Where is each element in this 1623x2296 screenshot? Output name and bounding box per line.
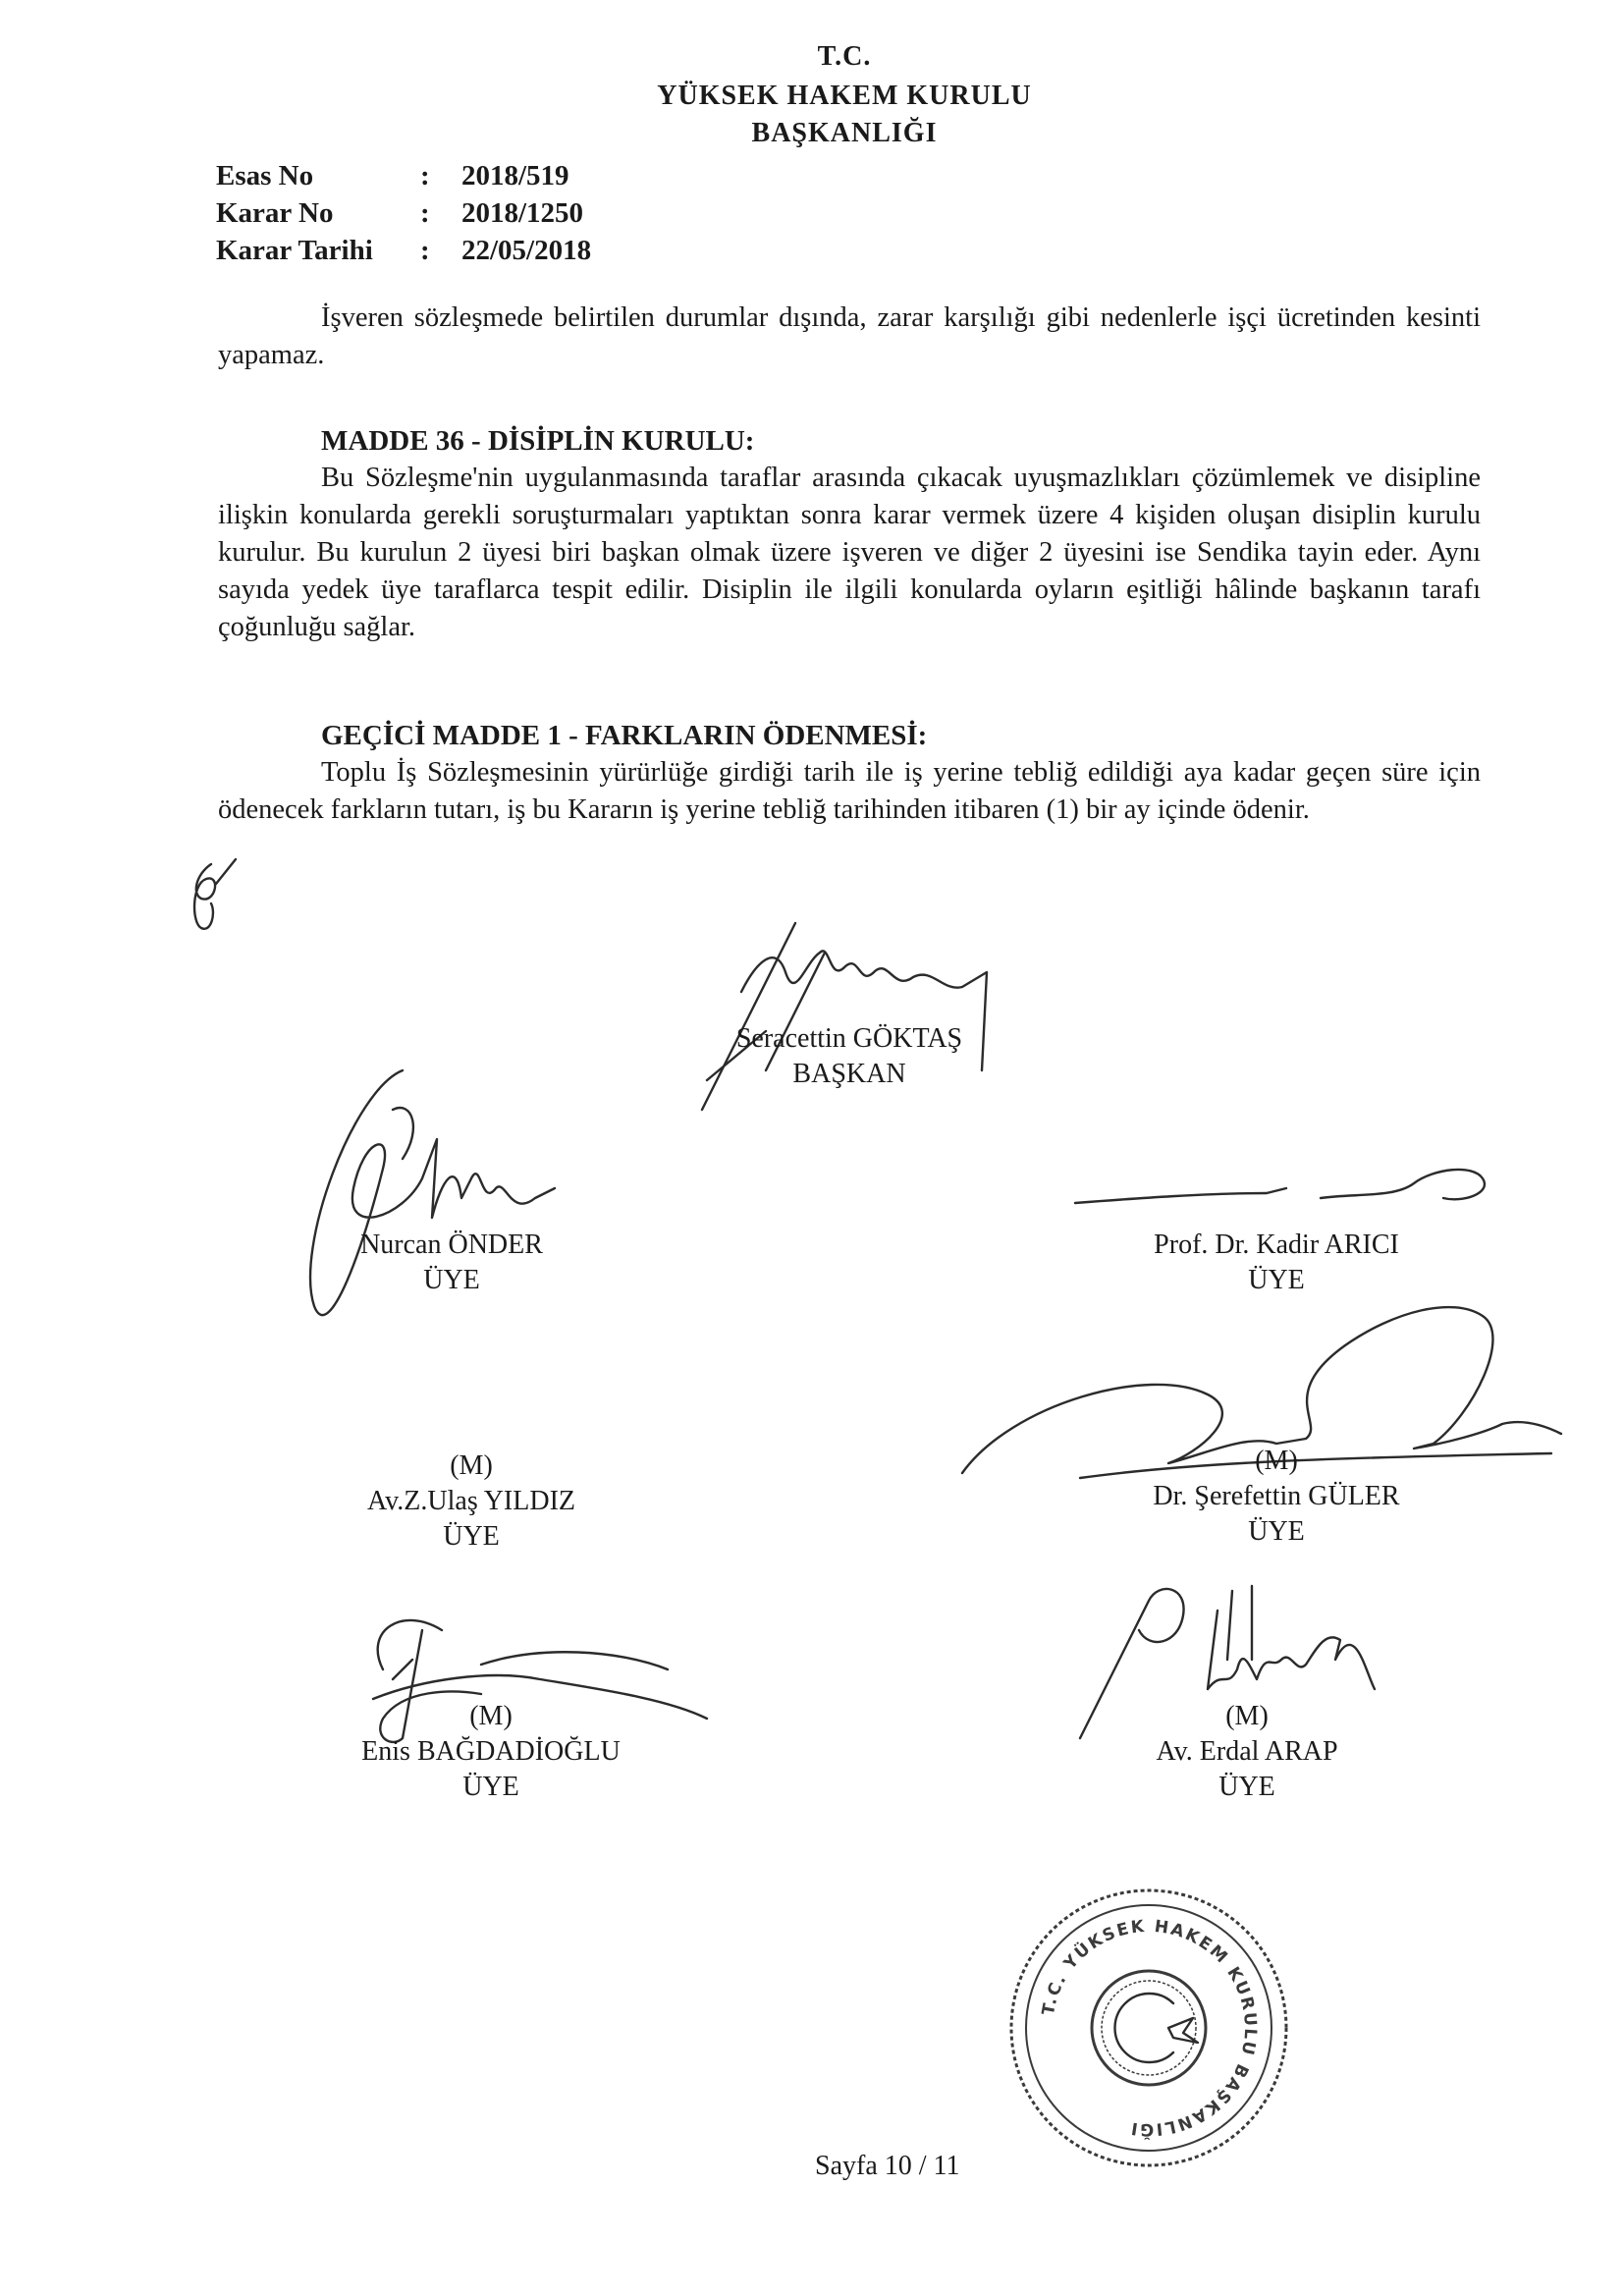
header-institution: YÜKSEK HAKEM KURULU — [657, 81, 1032, 111]
meta-row-karar — [216, 194, 591, 232]
official-seal — [1001, 1881, 1296, 2175]
meta-value: 22/05/2018 — [461, 235, 592, 266]
signatory-role: ÜYE — [1248, 1516, 1305, 1547]
section-text: Bu Sözleşme'nin uygulanmasında taraflar arasında çıkacak uyuşmazlıkları çözümlemek ve disipline ilişkin konularda gerekli soruşturmaları yaptıktan sonra karar vermek üzere 4 kişiden oluşan disiplin kurulu kurulur. Bu kurulun 2 üyesi biri başkan olmak üzere işveren ve diğer 2 üyesini ise Sendika tayin eder. Aynı sayıda yedek üye taraflarca tespit edilir. Disiplin ile ilgili konularda oyların eşitliği hâlinde başkanın tarafı çoğunluğu sağlar. — [218, 463, 1481, 642]
header-tc: T.C. — [817, 41, 872, 72]
meta-label: Esas No — [216, 160, 314, 191]
meta-label: Karar Tarihi — [216, 235, 373, 266]
member-arap-block — [1090, 1699, 1404, 1805]
section-gecici-madde-1 — [218, 717, 1481, 829]
member-onder-block — [324, 1228, 579, 1298]
signatory-note: (M) — [1225, 1701, 1269, 1731]
meta-row-esas — [216, 157, 591, 194]
signatory-role: ÜYE — [423, 1265, 480, 1295]
page-number: Sayfa 10 / 11 — [815, 2151, 960, 2181]
meta-sep: : — [420, 235, 430, 266]
meta-sep: : — [420, 160, 430, 191]
signatory-note: (M) — [1255, 1446, 1298, 1476]
signatory-note: (M) — [469, 1701, 513, 1731]
meta-row-tarih — [216, 232, 591, 269]
header-presidency: BAŞKANLIĞI — [751, 118, 938, 148]
signatory-role: BAŞKAN — [792, 1059, 906, 1089]
meta-value: 2018/1250 — [461, 197, 584, 229]
signatory-name: Av. Erdal ARAP — [1156, 1736, 1338, 1767]
member-guler-block — [1100, 1444, 1453, 1550]
section-text: Toplu İş Sözleşmesinin yürürlüğe girdiği tarih ile iş yerine tebliğ edildiği aya kadar geçen süre için ödenecek farkların tutarı, iş bu Kararın iş yerine tebliğ tarihinden itibaren (1) bir ay içinde ödenir. — [218, 757, 1481, 825]
signatory-name: Seracettin GÖKTAŞ — [735, 1023, 963, 1054]
meta-value: 2018/519 — [461, 160, 569, 191]
section-heading: GEÇİCİ MADDE 1 - FARKLARIN ÖDENMESİ: — [321, 720, 928, 751]
member-yildiz-block — [314, 1449, 628, 1555]
chair-block — [687, 1021, 1011, 1092]
signatory-role: ÜYE — [462, 1772, 519, 1802]
member-bagdadioglu-block — [314, 1699, 668, 1805]
signatory-role: ÜYE — [1218, 1772, 1275, 1802]
signatory-role: ÜYE — [443, 1521, 500, 1552]
signatory-name: Av.Z.Ulaş YILDIZ — [366, 1486, 575, 1516]
signatory-name: Enis BAĞDADİOĞLU — [361, 1736, 621, 1767]
intro-paragraph — [218, 300, 1481, 374]
margin-initial-signature — [187, 854, 245, 943]
member-arici-signature — [1060, 1154, 1512, 1232]
signatory-name: Dr. Şerefettin GÜLER — [1153, 1481, 1400, 1511]
intro-text: İşveren sözleşmede belirtilen durumlar dışında, zarar karşılığı gibi nedenlerle işçi ücretinden kesinti yapamaz. — [218, 302, 1481, 370]
case-meta — [216, 157, 591, 269]
meta-sep: : — [420, 197, 430, 229]
signatory-role: ÜYE — [1248, 1265, 1305, 1295]
svg-text:T.C. YÜKSEK HAKEM KURULU BAŞKA: T.C. YÜKSEK HAKEM KURULU BAŞKANLIĞI — [1038, 1916, 1261, 2140]
section-heading: MADDE 36 - DİSİPLİN KURULU: — [321, 425, 755, 457]
signatory-name: Prof. Dr. Kadir ARICI — [1154, 1230, 1399, 1260]
meta-label: Karar No — [216, 197, 334, 229]
signatory-note: (M) — [450, 1450, 493, 1481]
section-madde-36 — [218, 422, 1481, 646]
signatory-name: Nurcan ÖNDER — [360, 1230, 543, 1260]
